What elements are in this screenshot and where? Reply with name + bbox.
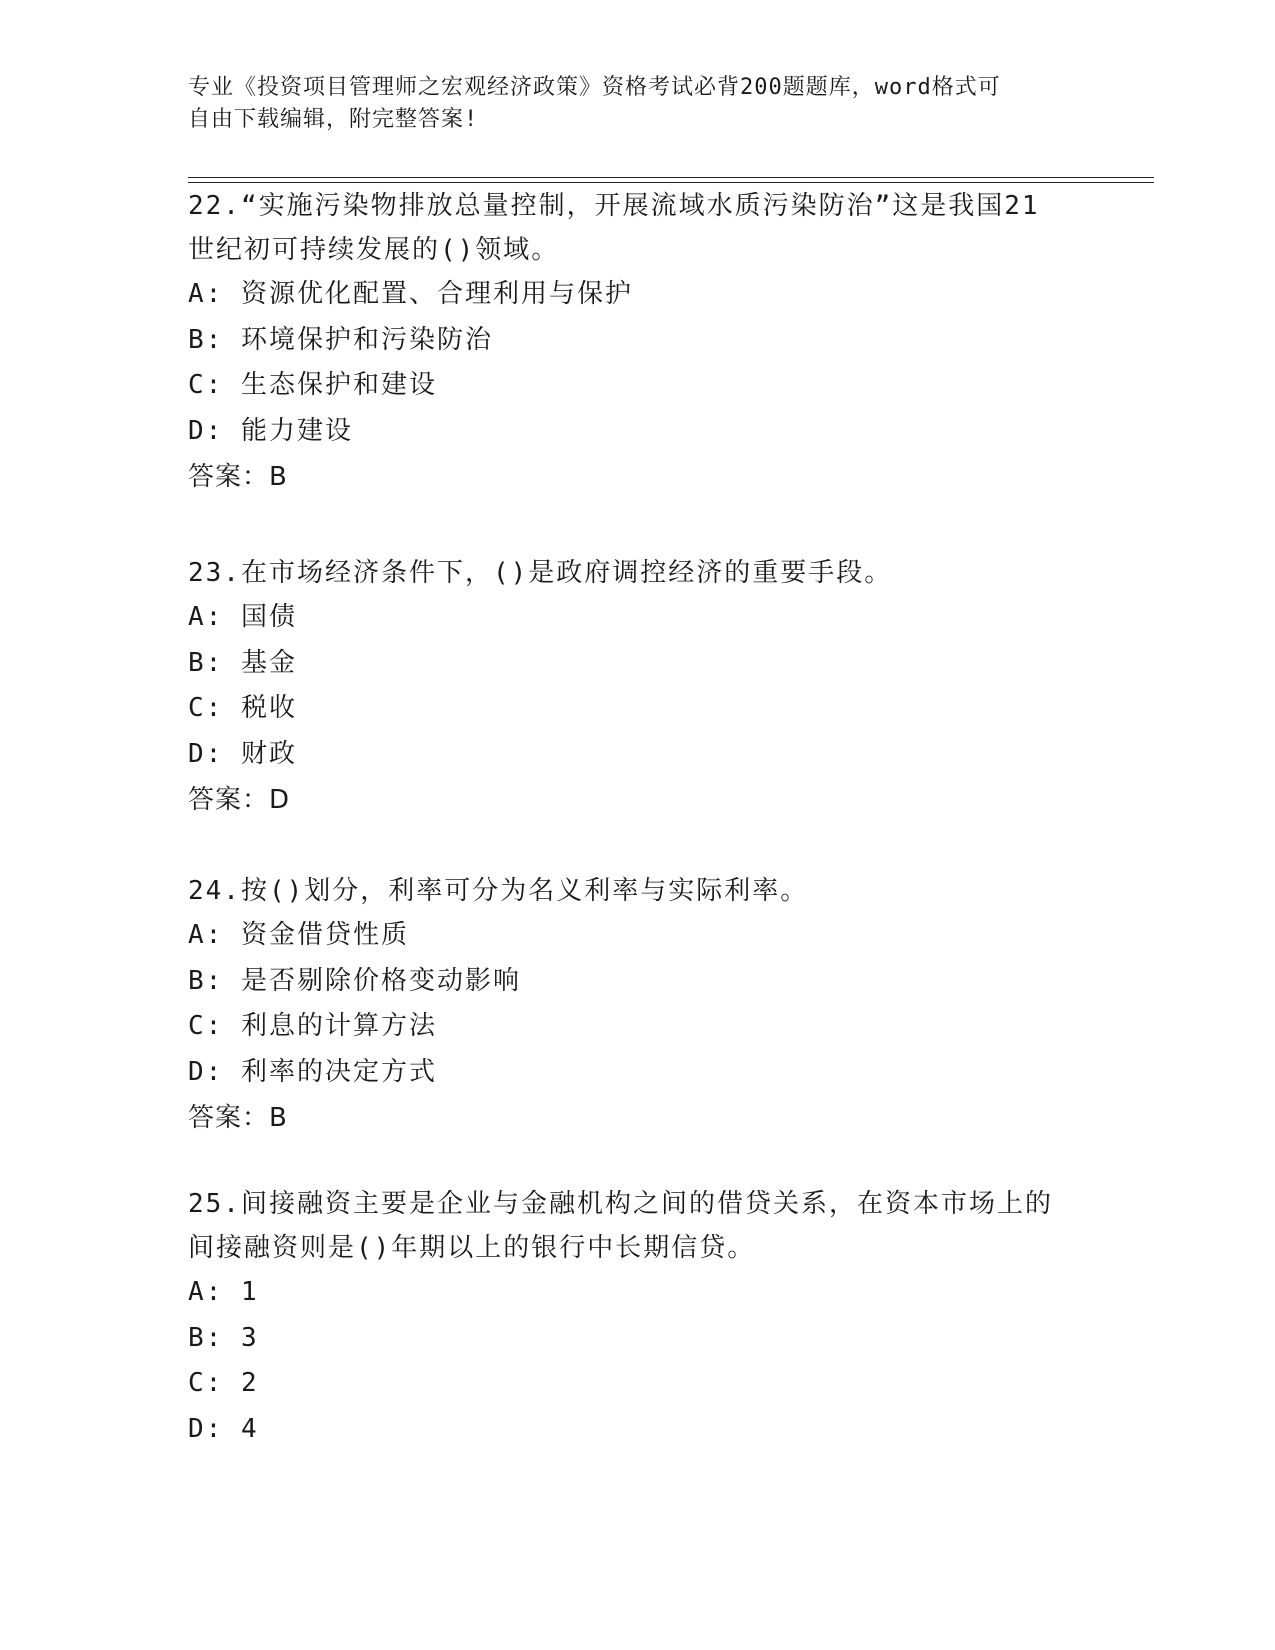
question-24 — [188, 869, 1088, 1141]
option-a: A: 资金借贷性质 — [188, 920, 409, 950]
question-stem: 22.“实施污染物排放总量控制，开展流域水质污染防治”这是我国21 世纪初可持续发展的()领域。 — [188, 191, 1040, 265]
option-b: B: 是否剔除价格变动影响 — [188, 965, 521, 996]
answer: 答案：D — [188, 785, 291, 816]
option-a: A: 1 — [188, 1277, 259, 1307]
option-b: B: 环境保护和污染防治 — [188, 324, 493, 355]
option-c: C: 利息的计算方法 — [188, 1011, 437, 1042]
option-c: C: 2 — [188, 1368, 259, 1399]
question-25 — [188, 1182, 1088, 1452]
option-a: A: 资源优化配置、合理利用与保护 — [188, 279, 633, 309]
question-22 — [188, 184, 1088, 500]
answer: 答案：B — [188, 462, 288, 493]
option-d: D: 财政 — [188, 738, 297, 769]
option-b: B: 3 — [188, 1322, 259, 1353]
header-divider-bottom — [188, 182, 1154, 183]
option-c: C: 生态保护和建设 — [188, 370, 437, 401]
header-divider-top — [188, 177, 1154, 178]
question-stem: 25.间接融资主要是企业与金融机构之间的借贷关系，在资本市场上的 间接融资则是()年期以上的银行中长期信贷。 — [188, 1189, 1053, 1263]
option-c: C: 税收 — [188, 693, 297, 724]
question-23 — [188, 551, 1088, 823]
question-stem: 23.在市场经济条件下，()是政府调控经济的重要手段。 — [188, 558, 893, 588]
option-d: D: 利率的决定方式 — [188, 1056, 437, 1087]
document-header-title: 专业《投资项目管理师之宏观经济政策》资格考试必背200题题库，word格式可 自由下载编辑，附完整答案! — [188, 75, 1001, 132]
option-a: A: 国债 — [188, 602, 297, 632]
answer: 答案：B — [188, 1103, 288, 1134]
option-d: D: 能力建设 — [188, 415, 353, 446]
question-stem: 24.按()划分，利率可分为名义利率与实际利率。 — [188, 876, 809, 906]
option-d: D: 4 — [188, 1413, 259, 1444]
option-b: B: 基金 — [188, 647, 297, 678]
